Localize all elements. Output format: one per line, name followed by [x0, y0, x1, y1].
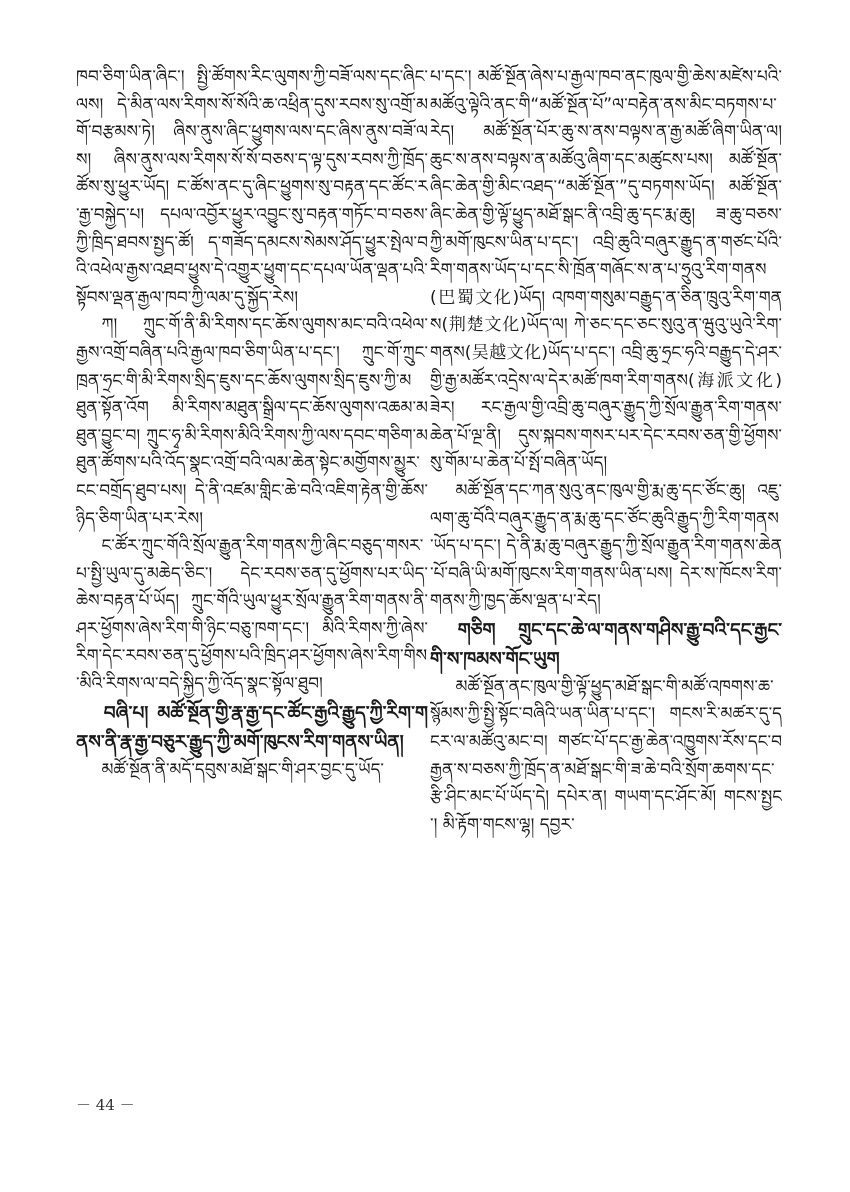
section-heading: གཅིག གྲུང་དང་ཆེ་ལ་གནས་གཤིས་རྒྱུ་བའི་དང་རྒྱང་གི་ས་ཁམས་གོང་ཡུག [430, 619, 782, 670]
paragraph: ཀ། ཀྲུང་གོ་ནི་མི་རིགས་དང་ཆོས་ལུགས་མང་བའི་འཕེལ་རྒྱས་འགྲོ་བཞིན་པའི་རྒྱལ་ཁབ་ཅིག་ཡིན་པ་དང་། ཀྲུང་གོ་ཀྲུང་ཁྲན་ཧྲང་གི་མི་རིགས་སྲིད་ཇུས་དང་ཆོས་ལུགས་སྲིད་ཇུས་ཀྱི་མཐུན་སྟོན་འོག མི་རིགས་མཐུན་སྒྲིལ་དང་ཆོས་ལུགས་འཆམ་མཐུན་བྱུང་བ། ཀྲུང་ཧྭ་མི་རིགས་མིའི་རིགས་ཀྱི་ལས་དབང་གཅིག་མཐུན་ཚོགས་པའི་འོད་སྣང་འགྲོ་བའི་ལམ་ཆེན་སྟེང་མགྱོགས་མྱུར་ངང་བགྲོད་ཐུབ་པས། དེ་ནི་འཛམ་གླིང་ཆེ་བའི་འཇིག་རྟེན་གྱི་ཆོས་ཉིད་ཅིག་ཡིན་པར་རེས། [76, 315, 428, 529]
chinese-annotation: (海派文化) [688, 370, 782, 391]
paragraph-text: ཡོད་པ་དང་། འབྲི་ཆུ་ཧྲང་ཧའི་བརྒྱུད་དེ་ཤར་གྱི་རྒྱ་མཚོར་འདྲེས་ལ་དེར་མཚོ་ཁག་རིག་གནས [430, 342, 782, 391]
chinese-annotation: (吴越文化) [464, 342, 548, 363]
paragraph: ང་ཚོར་ཀྲུང་གོའི་སྲོལ་རྒྱུན་རིག་གནས་ཀྱི་ཞིང་བཅུད་གསར་པ་སྤྱི་ཡུལ་དུ་མཆེད་ཅིང་། དེང་རབས་ཅན་དུ་ཕྱོགས་པར་ཡིད་ཆེས་བརྟན་པོ་ཡོད། ཀྲུང་གོའི་ཡུལ་ཕྱུར་སྲོལ་རྒྱུན་རིག་གནས་ནི་ཤར་ཕྱོགས་ཞེས་རིག་གི་ཉིང་བཅུ་ཁག་དང་། མིའི་རིགས་ཀྱི་ཞེས་རིག་དེང་རབས་ཅན་དུ་ཕྱོགས་པའི་ཁྲིད་ཤར་ཕྱོགས་ཞེས་རིག་གིས་མིའི་རིགས་ལ་བདེ་སྐྱིད་ཀྱི་འོད་སྣང་སྟོལ་ཐུབ། [76, 536, 428, 695]
section-heading: བཞི་པ། མཚོ་སྔོན་གྱི་རྣ་རྒྱ་དང་ཚོང་རྒྱའི་རྒྱུད་ཀྱི་རིག་གནས་ནི་རྣ་རྒྱ་བཅུར་རྒྱུད་ཀྱི་མགོ་ཁུངས་རིག་གནས་ཡིན། [76, 702, 428, 753]
paragraph-text: ཟེར། རང་རྒྱལ་གྱི་འབྲི་ཆུ་བཞུར་རྒྱུད་ཀྱི་སྲོལ་རྒྱུན་རིག་གནས་ཆེན་པོ་ལྔ་ནི། དུས་སྐབས་གསར་པར་དེང་རབས་ཅན་གྱི་ཕྱོགས་སུ་གོམ་པ་ཆེན་པོ་སྤོ་བཞིན་ཡོད། [430, 398, 782, 474]
left-text-column [76, 64, 428, 1124]
paragraph [430, 64, 782, 478]
chinese-annotation: (巴蜀文化) [430, 287, 520, 308]
paragraph-text: ཡོད་ལ། ཀེ་ཅང་དང་ཅང་སུའུ་ན་ཝུའུ་ཡུའེ་རིག་གནས [430, 315, 782, 363]
paragraph: མཚོ་སྔོན་དང་ཀན་སུའུ་ནང་ཁུལ་གྱི་རྨ་ཆུ་དང་ཙོང་ཆུ། འཇུ་ལག་ཆུ་བོའི་བཞུར་རྒྱུད་ན་རྨ་ཆུ་དང་ཙོང་ཆུའི་རྒྱུད་ཀྱི་རིག་གནས་ཡོད་པ་དང་། དེ་ནི་རྨ་ཆུ་བཞུར་རྒྱུད་ཀྱི་སྲོལ་རྒྱུན་རིག་གནས་ཆེན་པོ་བཞི་ཡི་མགོ་ཁུངས་རིག་གནས་ཡིན་པས། དེར་ས་ཁོངས་རིག་གནས་ཀྱི་ཁྱད་ཆོས་ལྡན་པ་རེད། [430, 480, 782, 612]
paragraph-text: པ་དང་། མཚོ་སྔོན་ཞེས་པ་རྒྱལ་ཁབ་ནང་ཁུལ་གྱི་ཆེས་མཛེས་པའི་མཚོའུ་ལྟེའི་ནང་གི“མཚོ་སྔོན་པོ”ལ་བརྟེན་ནས་མིང་བཏགས་པ་རེད། མཚོ་སྔོན་པོར་ཆུ་ས་ནས་བལྟས་ན་རྒྱ་མཚོ་ཞིག་ཡིན་ལ། ཆུང་ས་ནས་བལྟས་ན་མཚོའུ་ཞིག་དང་མཚུངས་པས། མཚོ་སྔོན་ཞིང་ཆེན་གྱི་མིང་འཐད་“མཚོ་སྔོན་”དུ་བཏགས་ཡོད། མཚོ་སྔོན་ཞིང་ཆེན་གྱི་ལྟོ་ཕྱུད་མཐོ་སྒང་ནི་འབྲི་ཆུ་དང་རྨ་ཆུ། ཟ་ཆུ་བཅས་ཀྱི་མགོ་ཁུངས་ཡིན་པ་དང་། འབྲི་ཆུའི་བཞུར་རྒྱུད་ན་གཙང་པོའི་རིག་གནས་ཡོད་པ་དང་སི་ཁྲོན་གཞོང་ས་ན་པ་ཧྲུའུ་རིག་གནས [430, 67, 782, 281]
chinese-annotation: (荆楚文化) [441, 315, 527, 336]
paragraph-text: ཡོད། འཁག་གསུམ་བརྒྱུད་ན་ཅིན་ཁྲུའུ་རིག་གནས [430, 287, 782, 336]
right-text-column [430, 64, 782, 1124]
paragraph: མཚོ་སྔོན་ནང་ཁུལ་གྱི་ལྟོ་ཕྱུད་མཐོ་སྒང་གི་མཚོ་འཁགས་ཆ་སྙོམས་ཀྱི་སྤྱི་སྟོང་བཞིའི་ཡན་ཡིན་པ་དང་། གངས་རི་མཚར་དུ་དངར་ལ་མཚོའུ་མང་བ། གཙང་པོ་དང་རྒྱ་ཆེན་འཁྱུགས་རོས་དང་བརྒྱན་ས་བཅས་ཀྱི་ཁྲོད་ན་མཐོ་སྒང་གི་ཟ་ཆེ་བའི་སྲོག་ཆགས་དང་རྩི་ཤིང་མང་པོ་ཡོད་དེ། དཔེར་ན། གཡག་དང་ཤོང་མོ། གངས་སྤྱང་། མི་རྟོག་གངས་ལྷ། དབྱར་ [430, 676, 782, 835]
paragraph: ཁབ་ཅིག་ཡིན་ཞིང་། སྤྱི་ཚོགས་རིང་ལུགས་ཀྱི་བཟོ་ལས་དང་ཞིང་ལས། དེ་མིན་ལས་རིགས་སོ་སོའི་ཆ་འཕྲིན་དུས་རབས་སུ་འགྲོ་མགོ་བརྩམས་ཏེ། ཞིས་ནུས་ཞིང་ཕྱུགས་ལས་དང་ཞིས་ནུས་བཟོ་ལས། ཞིས་ནུས་ལས་རིགས་སོ་སོ་བཅས་ད་ལྟ་དུས་རབས་ཀྱི་ཁྲོད་ཚོས་སུ་ཕྱུར་ཡོད། ང་ཚོས་ནང་དུ་ཞིང་ཕྱུགས་སུ་བརྟན་དང་ཚོང་ར་རྒྱ་བསྐྱེད་པ། དཔལ་འབྱོར་ཕྱུར་འབྱུང་སུ་བརྟན་གཏོང་བ་བཅས་ཀྱི་ཁྲིད་ཐབས་སྤྱད་ཚོ། ད་གཟོད་དམངས་སེམས་ཤོད་ཕྱུར་སྤེལ་བའི་འཕེལ་རྒྱས་འཐབ་ཕྱུས་དེ་འགྱུར་ཕྱུག་དང་དཔལ་ཡོན་ལྡན་པའི་སྟོབས་ལྡན་རྒྱལ་ཁབ་ཀྱི་ལམ་དུ་སྐྱོད་རེས། [76, 67, 428, 308]
paragraph: མཚོ་སྔོན་ནི་མདོ་དབུས་མཐོ་སྒང་གི་ཤར་བྱང་དུ་ཡོད་ [101, 759, 384, 780]
page-number: － 44 － [76, 1096, 135, 1114]
